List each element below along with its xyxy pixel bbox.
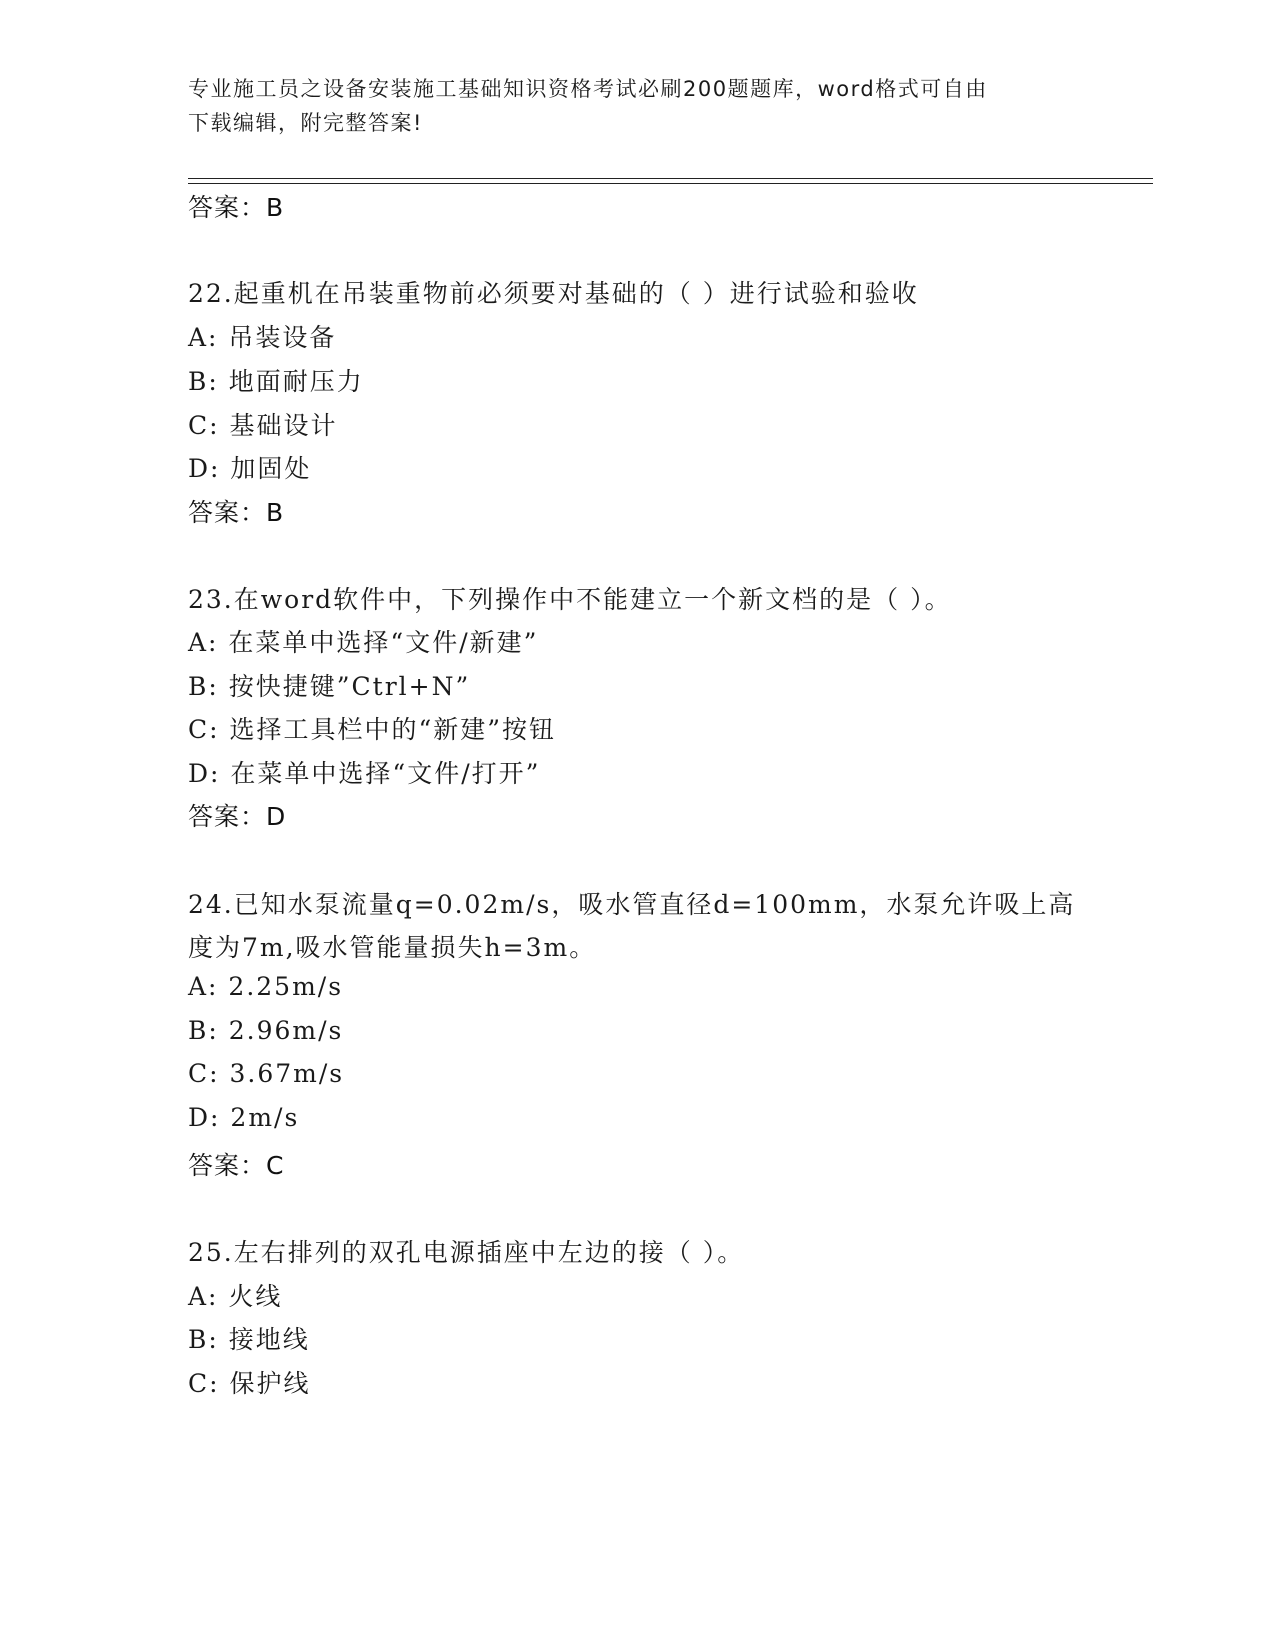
document-header	[188, 72, 1088, 140]
question-24-option-c: C: 3.67m/s	[188, 1059, 345, 1088]
question-22-option-c: C: 基础设计	[188, 411, 338, 440]
header-divider-top	[188, 178, 1153, 179]
question-23-option-d: D: 在菜单中选择“文件/打开”	[188, 759, 541, 788]
header-title-line-2: 下载编辑，附完整答案!	[188, 111, 423, 135]
answer-q22: 答案：B	[188, 498, 285, 527]
question-22-option-b: B: 地面耐压力	[188, 367, 364, 396]
answer-q24: 答案：C	[188, 1151, 285, 1180]
question-25-option-c: C: 保护线	[188, 1369, 311, 1398]
answer-q23: 答案：D	[188, 802, 287, 831]
answer-q21: 答案：B	[188, 193, 285, 222]
question-24-stem-line-1: 24.已知水泵流量q=0.02m/s，吸水管直径d=100mm，水泵允许吸上高	[188, 890, 1076, 919]
question-24-option-d: D: 2m/s	[188, 1103, 300, 1132]
question-22-option-a: A: 吊装设备	[188, 323, 337, 352]
question-22-option-d: D: 加固处	[188, 454, 312, 483]
question-24-option-a: A: 2.25m/s	[188, 972, 344, 1001]
header-title-line-1: 专业施工员之设备安装施工基础知识资格考试必刷200题题库，word格式可自由	[188, 77, 988, 101]
question-23-option-b: B: 按快捷键”Ctrl+N”	[188, 672, 471, 701]
question-23-option-c: C: 选择工具栏中的“新建”按钮	[188, 715, 557, 744]
header-divider-bottom	[188, 183, 1153, 184]
question-23-option-a: A: 在菜单中选择“文件/新建”	[188, 628, 539, 657]
question-23-stem: 23.在word软件中，下列操作中不能建立一个新文档的是（ ）。	[188, 585, 952, 614]
question-25-stem: 25.左右排列的双孔电源插座中左边的接（ ）。	[188, 1238, 745, 1267]
question-24-stem-line-2: 度为7m,吸水管能量损失h=3m。	[188, 933, 597, 962]
question-24-option-b: B: 2.96m/s	[188, 1016, 344, 1045]
question-25-option-b: B: 接地线	[188, 1325, 310, 1354]
question-25-option-a: A: 火线	[188, 1282, 283, 1311]
question-22-stem: 22.起重机在吊装重物前必须要对基础的（ ）进行试验和验收	[188, 279, 919, 308]
